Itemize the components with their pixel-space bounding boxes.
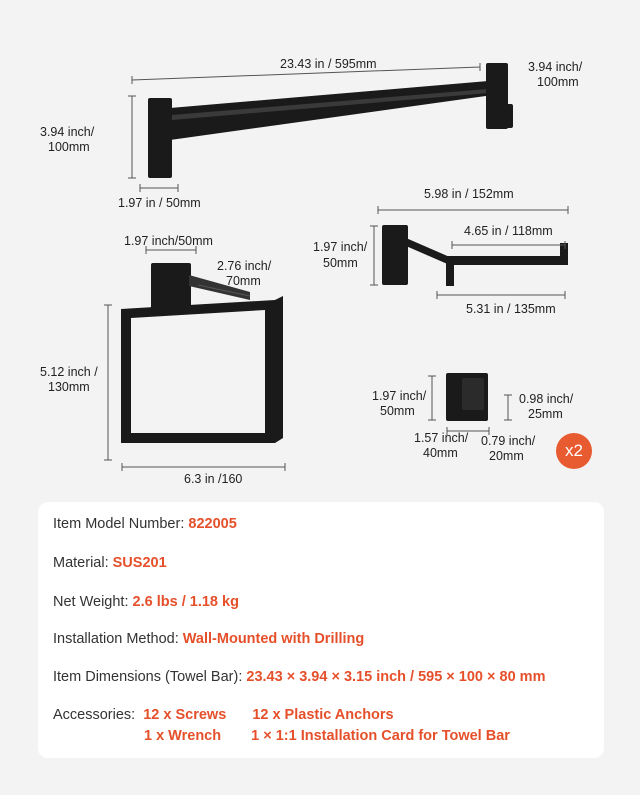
spec-material-value: SUS201: [112, 555, 167, 571]
accessory-screws: 12 x Screws: [143, 707, 227, 723]
dim-towel-bar-bracket-mm: 100mm: [537, 75, 579, 89]
dim-towel-bar-base: 1.97 in / 50mm: [118, 196, 201, 210]
spec-weight-label: Net Weight:: [53, 594, 129, 610]
dim-ring-depth-mm: 70mm: [226, 274, 261, 288]
spec-accessories-line2: [144, 728, 510, 744]
spec-dimensions-label: Item Dimensions (Towel Bar):: [53, 669, 243, 685]
towel-bar-illustration: [148, 63, 513, 178]
robe-hook-illustration: [446, 373, 488, 421]
spec-install-value: Wall-Mounted with Drilling: [182, 631, 365, 647]
dim-tp-arm: 4.65 in / 118mm: [464, 224, 553, 238]
dim-ring-height-mm: 130mm: [48, 380, 90, 394]
spec-material: [53, 555, 167, 571]
spec-model: [53, 516, 237, 532]
dim-ring-height: 5.12 inch /: [40, 365, 98, 379]
quantity-badge: x2: [556, 433, 592, 469]
dim-hook-height-mm: 50mm: [380, 404, 415, 418]
dim-ring-depth: 2.76 inch/: [217, 259, 272, 273]
spec-accessories-label: Accessories:: [53, 707, 136, 723]
spec-dimensions-value: 23.43 × 3.94 × 3.15 inch / 595 × 100 × 80 mm: [246, 669, 546, 685]
dim-hook-width-mm: 40mm: [423, 446, 458, 460]
towel-ring-illustration: [121, 263, 283, 443]
dim-tp-height: 1.97 inch/: [313, 240, 368, 254]
spec-material-label: Material:: [53, 555, 109, 571]
dim-towel-bar-bracket: 3.94 inch/: [528, 60, 583, 74]
spec-model-value: 822005: [188, 516, 237, 532]
spec-install-label: Installation Method:: [53, 631, 179, 647]
dim-hook-width: 1.57 inch/: [414, 431, 469, 445]
dim-tp-total: 5.98 in / 152mm: [424, 187, 514, 201]
dim-towel-bar-length: 23.43 in / 595mm: [280, 57, 377, 71]
dim-tp-depth: 5.31 in / 135mm: [466, 302, 556, 316]
dim-hook-proj-mm: 20mm: [489, 449, 524, 463]
spec-model-label: Item Model Number:: [53, 516, 185, 532]
dim-hook-depth: 0.98 inch/: [519, 392, 574, 406]
accessory-wrench: 1 x Wrench: [144, 728, 222, 744]
accessory-card: 1 × 1:1 Installation Card for Towel Bar: [251, 728, 510, 744]
spec-accessories: [53, 707, 394, 723]
dim-ring-width: 6.3 in /160: [184, 472, 243, 486]
spec-install: [53, 631, 364, 647]
spec-dimensions: [53, 669, 545, 685]
dim-hook-depth-mm: 25mm: [528, 407, 563, 421]
spec-card: [38, 502, 604, 758]
dim-towel-bar-height: 3.94 inch/: [40, 125, 95, 139]
dim-hook-proj: 0.79 inch/: [481, 434, 536, 448]
accessory-anchors: 12 x Plastic Anchors: [252, 707, 394, 723]
dim-ring-base: 1.97 inch/50mm: [124, 234, 213, 248]
dim-tp-height-mm: 50mm: [323, 256, 358, 270]
dim-towel-bar-height-mm: 100mm: [48, 140, 90, 154]
dim-hook-height: 1.97 inch/: [372, 389, 427, 403]
spec-weight: [53, 594, 239, 610]
spec-weight-value: 2.6 lbs / 1.18 kg: [132, 594, 239, 610]
